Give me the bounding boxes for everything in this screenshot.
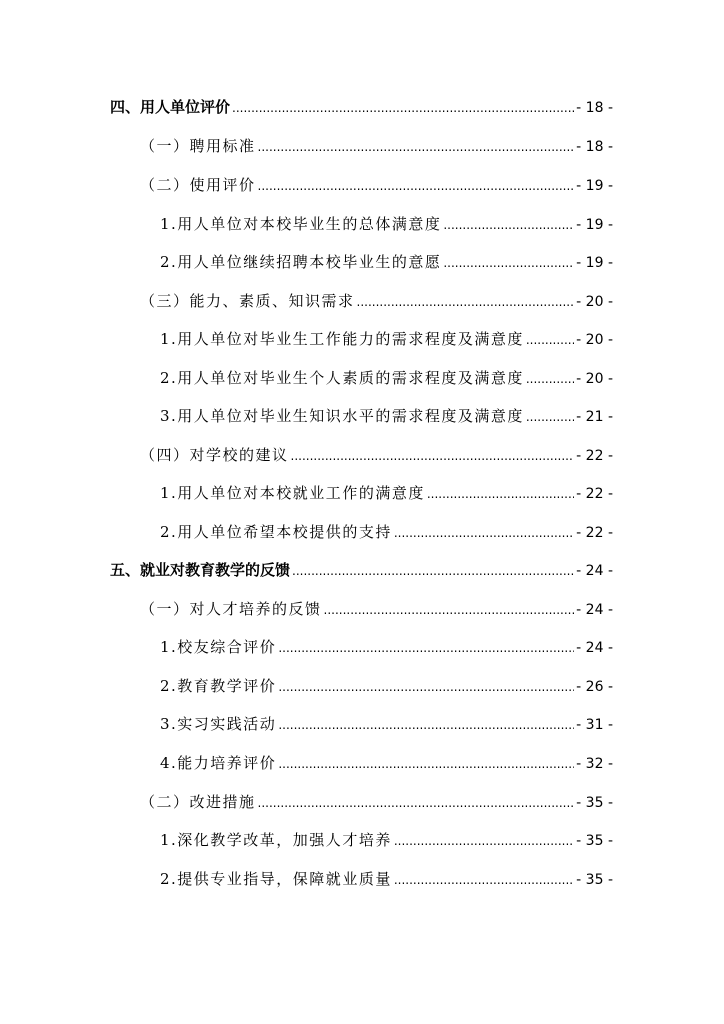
toc-entry-page: - 21 - — [576, 409, 613, 425]
toc-entry-title: （三）能力、素质、知识需求 — [140, 292, 355, 310]
toc-entry-5-1[interactable] — [140, 597, 613, 621]
toc-dot-leader — [526, 367, 574, 391]
toc-entry-page: - 18 - — [576, 100, 613, 116]
toc-entry-page: - 24 - — [576, 602, 613, 618]
toc-dot-leader — [291, 444, 575, 468]
toc-entry-title: 2.教育教学评价 — [160, 677, 277, 695]
toc-dot-leader — [278, 752, 574, 776]
toc-dot-leader — [324, 598, 575, 622]
toc-entry-4-3[interactable] — [140, 289, 613, 313]
toc-entry-4-1[interactable] — [140, 134, 613, 158]
toc-entry-title: 1.校友综合评价 — [160, 638, 277, 656]
toc-entry-5-2[interactable] — [140, 790, 613, 814]
toc-entry-title: 3.实习实践活动 — [160, 715, 277, 733]
toc-entry-title: （四）对学校的建议 — [140, 446, 289, 464]
toc-entry-5-2-1[interactable] — [160, 828, 613, 852]
toc-entry-title: 3.用人单位对毕业生知识水平的需求程度及满意度 — [160, 407, 524, 425]
toc-dot-leader — [278, 636, 574, 660]
toc-entry-4-4-2[interactable] — [160, 520, 613, 544]
toc-dot-leader — [443, 213, 574, 237]
toc-entry-4-3-3[interactable] — [160, 404, 613, 428]
toc-entry-page: - 26 - — [576, 679, 613, 695]
toc-entry-title: （一）聘用标准 — [140, 137, 256, 155]
toc-entry-page: - 20 - — [576, 332, 613, 348]
toc-entry-page: - 32 - — [576, 756, 613, 772]
toc-entry-title: 2.用人单位希望本校提供的支持 — [160, 523, 392, 541]
toc-dot-leader — [357, 290, 575, 314]
toc-entry-page: - 22 - — [576, 486, 613, 502]
toc-dot-leader — [258, 174, 575, 198]
toc-dot-leader — [278, 675, 574, 699]
toc-dot-leader — [526, 328, 574, 352]
toc-entry-4-4[interactable] — [140, 443, 613, 467]
toc-dot-leader — [232, 96, 574, 120]
toc-dot-leader — [258, 791, 575, 815]
toc-dot-leader — [258, 135, 575, 159]
toc-dot-leader — [278, 713, 574, 737]
toc-entry-4-2-2[interactable] — [160, 250, 613, 274]
toc-entry-page: - 20 - — [576, 294, 613, 310]
toc-entry-title: （一）对人才培养的反馈 — [140, 600, 322, 618]
toc-entry-title: 2.用人单位对毕业生个人素质的需求程度及满意度 — [160, 369, 524, 387]
toc-entry-page: - 35 - — [576, 872, 613, 888]
toc-entry-4-3-1[interactable] — [160, 327, 613, 351]
toc-dot-leader — [427, 482, 574, 506]
toc-entry-page: - 19 - — [576, 255, 613, 271]
toc-entry-5-1-2[interactable] — [160, 674, 613, 698]
toc-entry-page: - 35 - — [576, 833, 613, 849]
toc-entry-page: - 22 - — [576, 525, 613, 541]
toc-entry-title: （二）改进措施 — [140, 793, 256, 811]
toc-dot-leader — [394, 829, 574, 853]
toc-dot-leader — [526, 405, 574, 429]
toc-entry-4-2[interactable] — [140, 173, 613, 197]
toc-dot-leader — [394, 868, 574, 892]
toc-entry-4-3-2[interactable] — [160, 366, 613, 390]
toc-entry-page: - 24 - — [576, 563, 613, 579]
toc-entry-page: - 18 - — [576, 139, 613, 155]
toc-entry-page: - 31 - — [576, 717, 613, 733]
toc-entry-4-2-1[interactable] — [160, 212, 613, 236]
toc-entry-4-4-1[interactable] — [160, 481, 613, 505]
toc-entry-page: - 19 - — [576, 217, 613, 233]
toc-dot-leader — [292, 559, 574, 583]
toc-dot-leader — [443, 251, 574, 275]
toc-entry-title: 1.用人单位对本校毕业生的总体满意度 — [160, 215, 442, 233]
toc-entry-title: 2.用人单位继续招聘本校毕业生的意愿 — [160, 253, 442, 271]
toc-entry-5-1-4[interactable] — [160, 751, 613, 775]
toc-entry-page: - 20 - — [576, 371, 613, 387]
toc-entry-page: - 19 - — [576, 178, 613, 194]
toc-dot-leader — [394, 521, 574, 545]
toc-entry-section-4[interactable] — [110, 95, 613, 119]
toc-entry-title: 四、用人单位评价 — [110, 98, 231, 116]
toc-entry-title: （二）使用评价 — [140, 176, 256, 194]
toc-entry-page: - 24 - — [576, 640, 613, 656]
toc-entry-5-1-1[interactable] — [160, 635, 613, 659]
toc-entry-page: - 22 - — [576, 448, 613, 464]
toc-entry-title: 1.用人单位对本校就业工作的满意度 — [160, 484, 425, 502]
toc-entry-title: 4.能力培养评价 — [160, 754, 277, 772]
toc-entry-title: 五、就业对教育教学的反馈 — [110, 561, 291, 579]
toc-entry-5-2-2[interactable] — [160, 867, 613, 891]
toc-entry-title: 1.用人单位对毕业生工作能力的需求程度及满意度 — [160, 330, 524, 348]
toc-entry-section-5[interactable] — [110, 558, 613, 582]
toc-entry-title: 1.深化教学改革，加强人才培养 — [160, 831, 392, 849]
toc-entry-page: - 35 - — [576, 795, 613, 811]
toc-entry-5-1-3[interactable] — [160, 712, 613, 736]
toc-entry-title: 2.提供专业指导，保障就业质量 — [160, 870, 392, 888]
